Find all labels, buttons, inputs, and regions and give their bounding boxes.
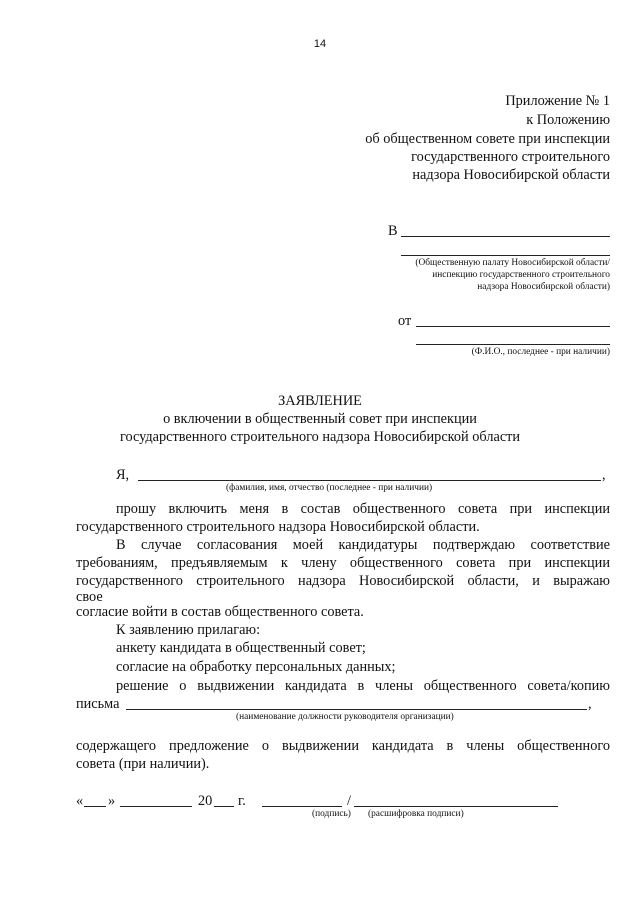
paragraph-1-line-1: прошу включить меня в состав общественного совета при инспекции [116, 501, 610, 517]
letter-prefix: письма [76, 696, 120, 712]
signature-line [262, 806, 342, 807]
paragraph-3-line-1: содержащего предложение о выдвижении кандидата в члены общественного [76, 738, 610, 754]
addressee-to-prefix: В [388, 223, 398, 239]
signature-hint: (подпись) [312, 809, 351, 819]
document-subtitle-2: государственного строительного надзора Новосибирской области [119, 429, 521, 445]
date-quote-close: » [108, 793, 116, 809]
date-month-line [120, 806, 192, 807]
applicant-name-line [138, 480, 601, 481]
date-quote-open: « [76, 793, 84, 809]
paragraph-3-line-2: совета (при наличии). [76, 756, 210, 772]
addressee-from-prefix: от [398, 313, 412, 329]
appendix-line-2: к Положению [526, 112, 610, 128]
attachments-intro: К заявлению прилагаю: [116, 622, 261, 638]
paragraph-2-line-5: согласие войти в состав общественного совета. [76, 604, 364, 620]
letter-position-line [126, 709, 587, 710]
date-day-line [84, 806, 106, 807]
letter-position-hint: (наименование должности руководителя организации) [236, 712, 454, 722]
applicant-prefix: Я, [116, 467, 130, 483]
date-year-prefix: 20 [198, 793, 213, 809]
appendix-line-3: об общественном совете при инспекции [365, 131, 610, 147]
appendix-line-4: государственного строительного [411, 149, 610, 165]
addressee-to-hint-2: инспекцию государственного строительного [432, 270, 610, 280]
letter-comma: , [588, 696, 592, 712]
addressee-to-line-2 [401, 255, 610, 256]
addressee-from-line-1 [416, 326, 610, 327]
document-subtitle-1: о включении в общественный совет при инспекции [163, 411, 477, 427]
appendix-line-1: Приложение № 1 [505, 93, 610, 109]
addressee-to-hint-3: надзора Новосибирской области) [477, 282, 610, 292]
paragraph-1-line-2: государственного строительного надзора Новосибирской области. [76, 519, 480, 535]
addressee-to-line-1 [401, 236, 610, 237]
paragraph-2-line-4: свое [76, 589, 103, 605]
attachment-3-line-1: решение о выдвижении кандидата в члены общественного совета/копию [116, 678, 610, 694]
paragraph-2-line-1: В случае согласования моей кандидатуры подтверждаю соответствие [116, 537, 610, 553]
applicant-comma: , [602, 467, 606, 483]
date-year-line [214, 806, 234, 807]
addressee-from-hint: (Ф.И.О., последнее - при наличии) [471, 347, 610, 357]
date-year-suffix: г. [238, 793, 246, 809]
addressee-from-line-2 [416, 344, 610, 345]
applicant-name-hint: (фамилия, имя, отчество (последнее - при наличии) [226, 483, 433, 493]
page-number: 14 [313, 38, 327, 50]
attachment-2: согласие на обработку персональных данных; [116, 659, 396, 675]
attachment-1: анкету кандидата в общественный совет; [116, 640, 366, 656]
signature-decode-hint: (расшифровка подписи) [368, 809, 464, 819]
paragraph-2-line-3: государственного строительного надзора Новосибирской области, и выражаю [76, 573, 610, 589]
signature-slash: / [347, 793, 351, 809]
paragraph-2-line-2: требованиям, предъявляемым к члену общественного совета при инспекции [76, 555, 610, 571]
document-title: ЗАЯВЛЕНИЕ [278, 393, 362, 409]
appendix-line-5: надзора Новосибирской области [412, 167, 610, 183]
addressee-to-hint-1: (Общественную палату Новосибирской области/ [415, 258, 610, 268]
signature-decode-line [354, 806, 558, 807]
